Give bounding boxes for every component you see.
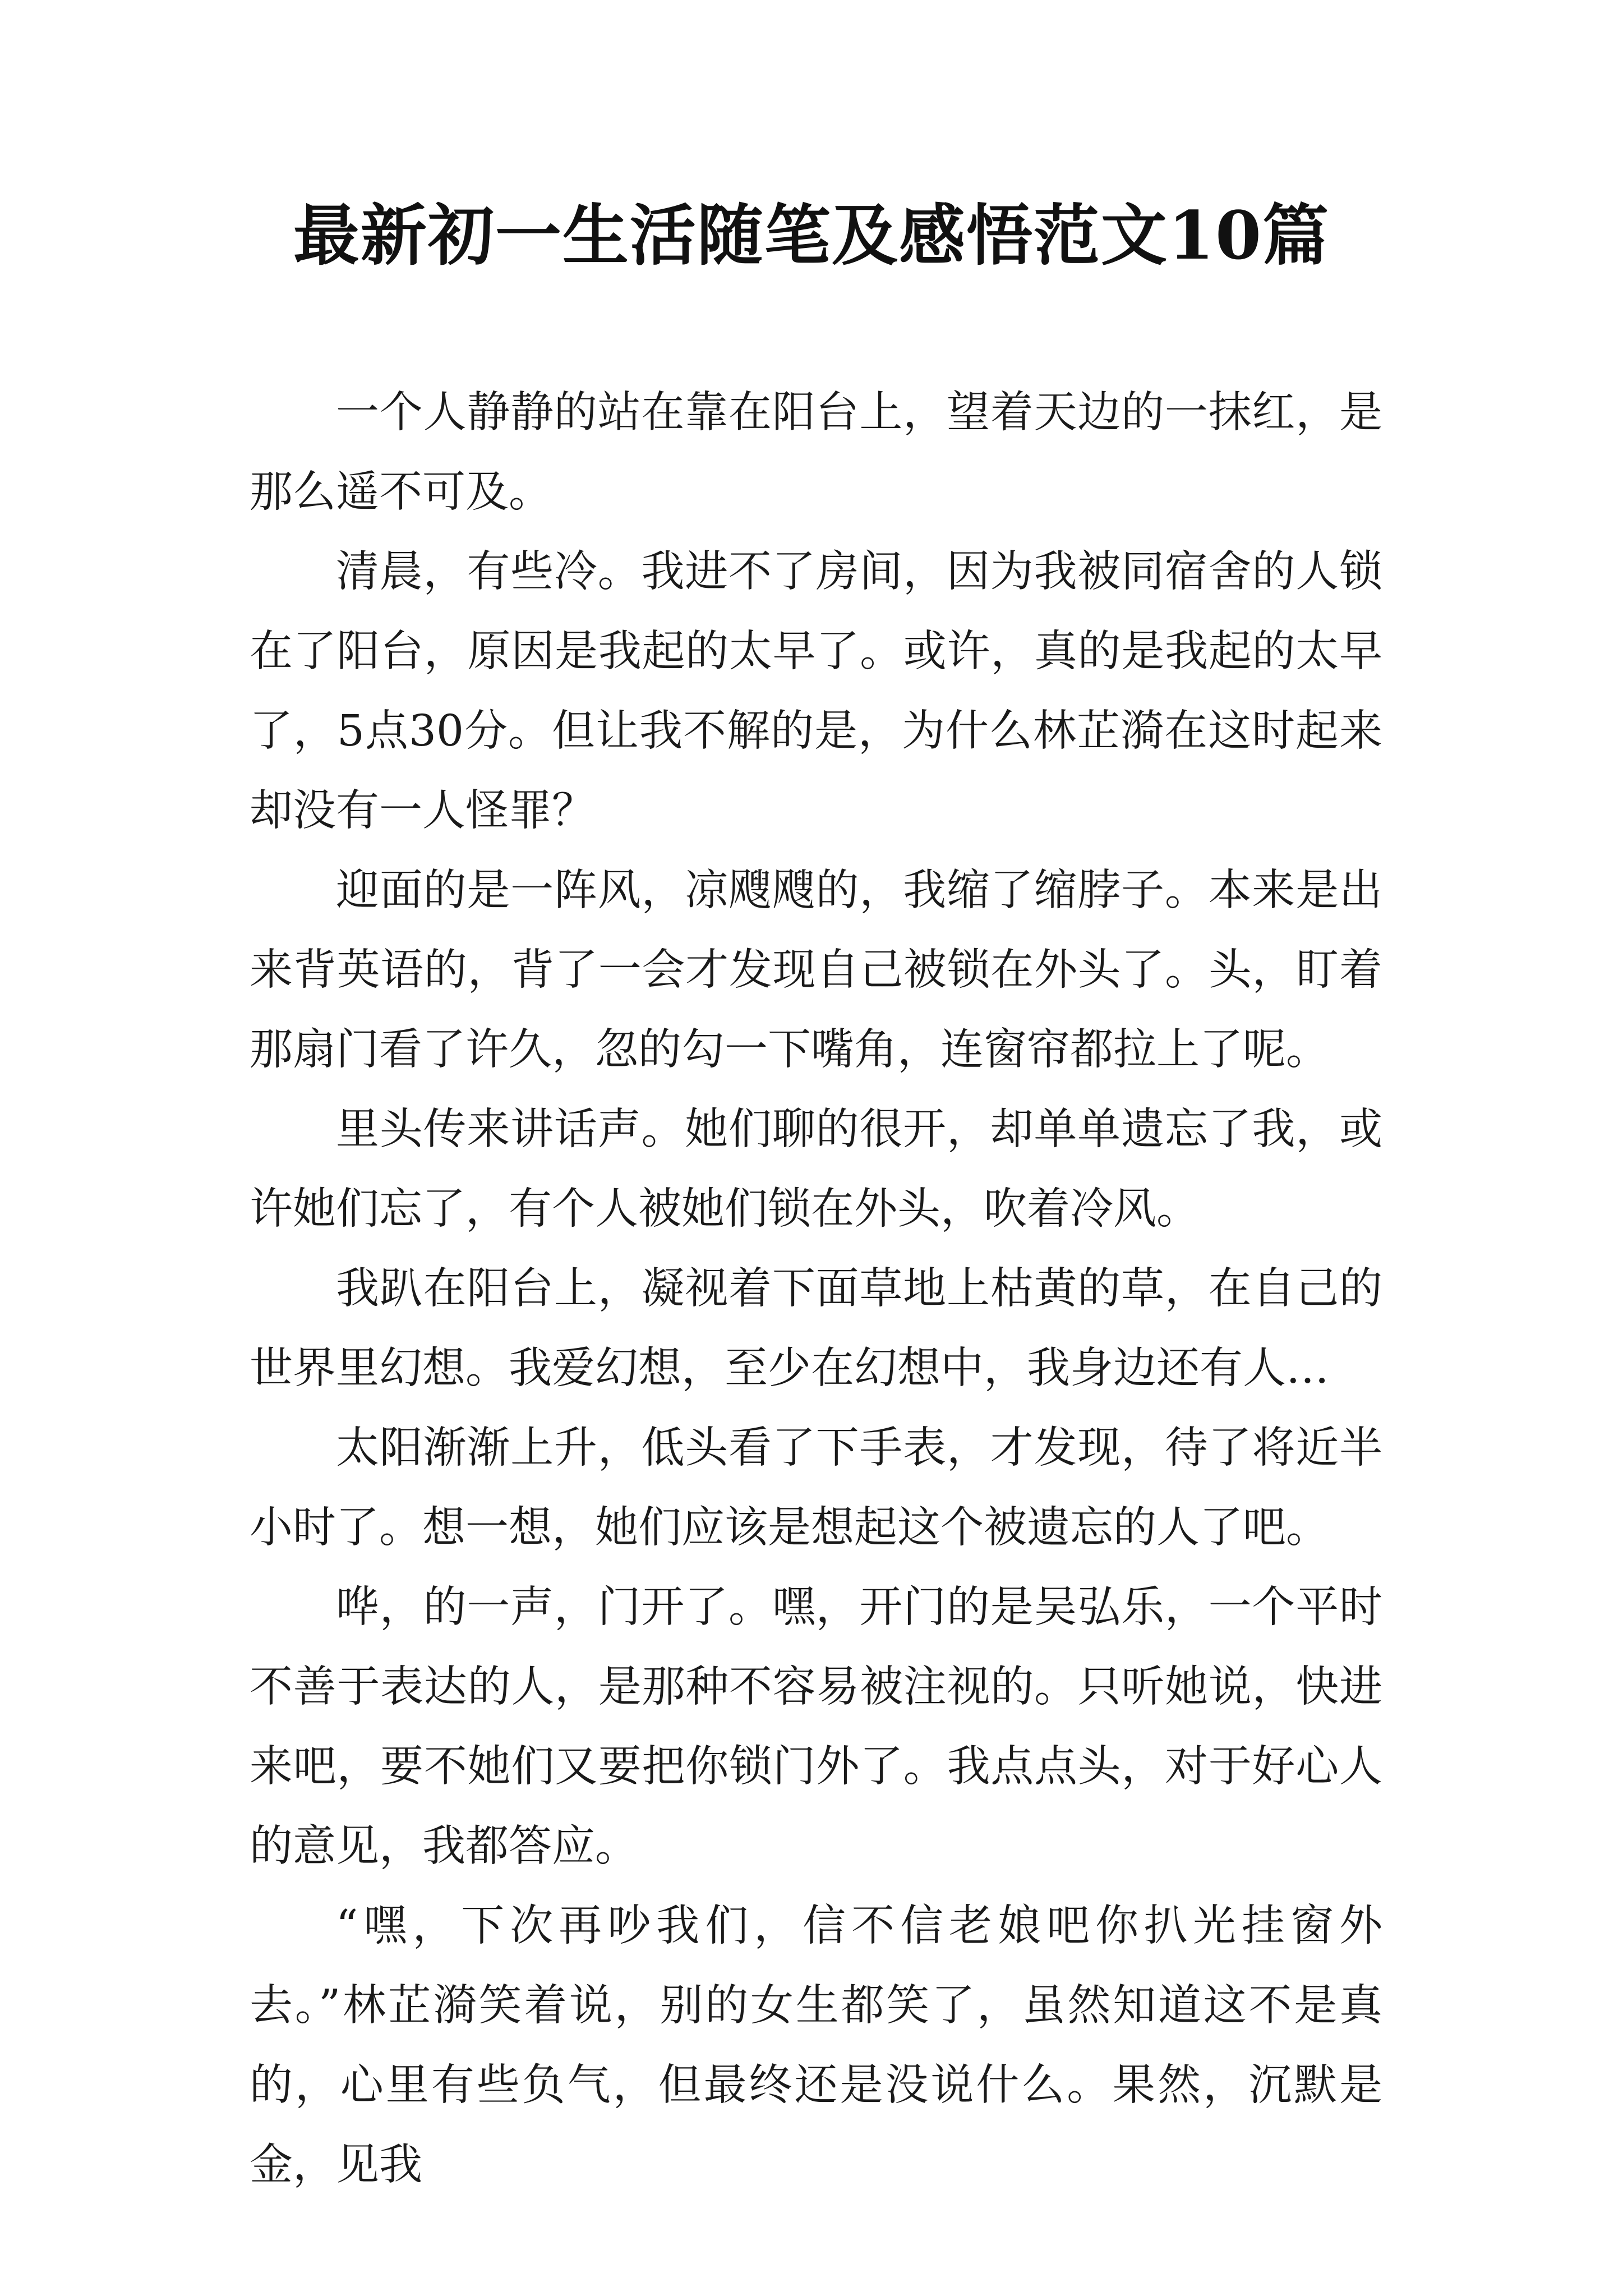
paragraph: 我趴在阳台上，凝视着下面草地上枯黄的草，在自己的世界里幻想。我爱幻想，至少在幻想中，我身边还有人…	[250, 1264, 1382, 1393]
document-body	[250, 373, 1382, 2205]
document-title: 最新初一生活随笔及感悟范文10篇	[293, 196, 1330, 274]
paragraph: 迎面的是一阵风，凉飕飕的，我缩了缩脖子。本来是出来背英语的，背了一会才发现自己被锁在外头了。头，盯着那扇门看了许久，忽的勾一下嘴角，连窗帘都拉上了呢。	[250, 866, 1382, 1075]
paragraph: 清晨，有些冷。我进不了房间，因为我被同宿舍的人锁在了阳台，原因是我起的太早了。或许，真的是我起的太早了，5点30分。但让我不解的是，为什么林芷漪在这时起来却没有一人怪罪？	[250, 547, 1382, 836]
paragraph: 一个人静静的站在靠在阳台上，望着天边的一抹红，是那么遥不可及。	[250, 388, 1382, 517]
paragraph: 太阳渐渐上升，低头看了下手表，才发现，待了将近半小时了。想一想，她们应该是想起这个被遗忘的人了吧。	[250, 1423, 1382, 1553]
paragraph: 里头传来讲话声。她们聊的很开，却单单遗忘了我，或许她们忘了，有个人被她们锁在外头，吹着冷风。	[250, 1105, 1382, 1234]
paragraph: “嘿，下次再吵我们，信不信老娘吧你扒光挂窗外去。”林芷漪笑着说，别的女生都笑了，虽然知道这不是真的，心里有些负气，但最终还是没说什么。果然，沉默是金，见我	[250, 1901, 1382, 2190]
paragraph: 哗，的一声，门开了。嘿，开门的是吴弘乐，一个平时不善于表达的人，是那种不容易被注视的。只听她说，快进来吧，要不她们又要把你锁门外了。我点点头，对于好心人的意见，我都答应。	[250, 1582, 1382, 1871]
